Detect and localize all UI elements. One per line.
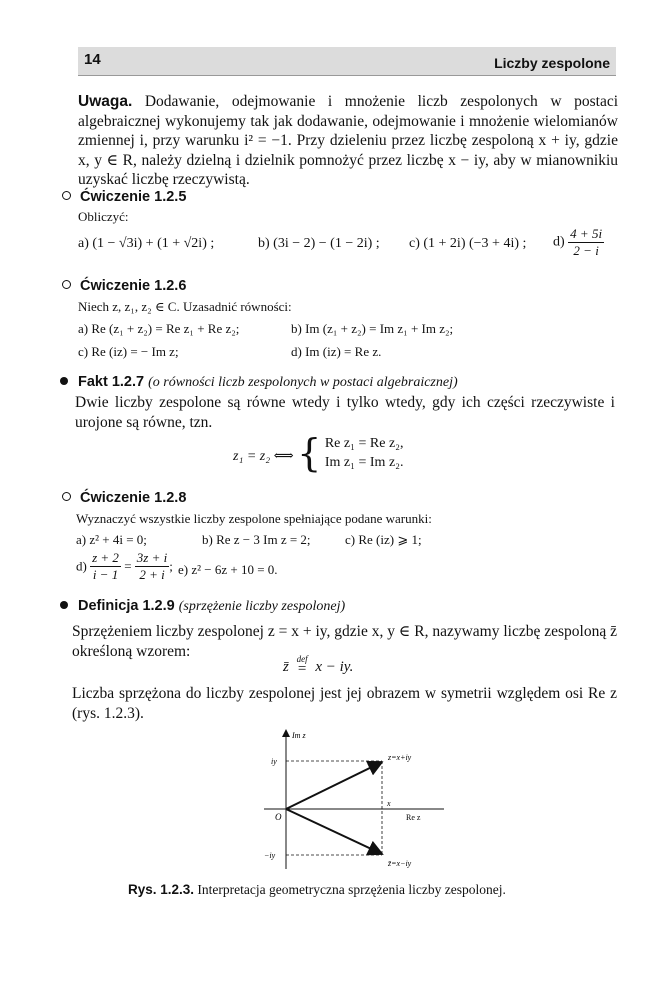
fact-127-text: Dwie liczby zespolone są równe wtedy i tylko wtedy, gdy ich części rzeczywiste i urojone są równe, tzn. (75, 394, 615, 431)
fraction-numerator: 4 + 5i (570, 226, 603, 241)
open-bullet-icon (62, 492, 71, 501)
definition-129-after: Liczba sprzężona do liczby zespolonej jest jej obrazem w symetrii względem osi Re z (rys. 1.2.3). (72, 685, 617, 722)
note-paragraph (78, 92, 618, 190)
open-bullet-icon (62, 280, 71, 289)
fact-127-subtitle: (o równości liczb zespolonych w postaci algebraicznej) (148, 375, 458, 390)
page-number: 14 (84, 51, 101, 68)
definition-129-subtitle: (sprzężenie liczby zespolonej) (178, 599, 346, 614)
filled-bullet-icon (60, 601, 68, 609)
fraction-denominator: 2 − i (573, 243, 599, 258)
fact-127-equation: z₁ = z₂ ⟺ { Re z₁ = Re z₂, Im z₁ = Im z₂. (233, 431, 404, 475)
exercise-126-d: d) Im (iz) = Re z. (291, 344, 382, 359)
exercise-128-d: d) $\frac{z + 2}{i - 1}$ = $\frac{3z + i}{2 + i}$ ; (76, 550, 173, 582)
exercise-128-intro: Wyznaczyć wszystkie liczby zespolone spełniające podane warunki: (76, 511, 432, 526)
figure-caption: Rys. 1.2.3. Interpretacja geometryczna sprzężenia liczby zespolonej. (128, 882, 506, 897)
filled-bullet-icon (60, 377, 68, 385)
label-z-bar: z̄=x−iy (388, 859, 412, 868)
running-title: Liczby zespolone (494, 55, 610, 71)
note-label: Uwaga. (78, 93, 133, 110)
label-neg-iy: −iy (264, 851, 276, 860)
definition-129-title: Definicja 1.2.9 (sprzężenie liczby zespolonej) (60, 598, 345, 615)
exercise-126-a: a) Re (z₁ + z₂) = Re z₁ + Re z₂; (78, 321, 240, 336)
label-re: Re z (406, 813, 421, 822)
conjugate-figure (254, 724, 454, 874)
exercise-125-c: c) (1 + 2i) (−3 + 4i) ; (409, 236, 527, 251)
open-bullet-icon (62, 191, 71, 200)
exercise-125-intro: Obliczyć: (78, 209, 129, 224)
exercise-128-e: e) z² − 6z + 10 = 0. (178, 562, 278, 577)
left-brace: { (297, 431, 322, 475)
exercise-125-title: Ćwiczenie 1.2.5 (62, 189, 186, 205)
label-im: Im z (292, 731, 306, 740)
fact-127-line1: Re z₁ = Re z₂, (324, 436, 404, 451)
vector-z (286, 762, 382, 809)
exercise-128-c: c) Re (iz) ⩾ 1; (345, 532, 422, 547)
running-header (78, 47, 616, 76)
exercise-128-a: a) z² + 4i = 0; (76, 532, 147, 547)
exercise-126-b: b) Im (z₁ + z₂) = Im z₁ + Im z₂; (291, 321, 454, 336)
label-x: x (387, 799, 391, 808)
label-iy: iy (271, 757, 277, 766)
vector-z-bar (286, 809, 382, 854)
exercise-128-title: Ćwiczenie 1.2.8 (62, 490, 186, 506)
label-z: z=x+iy (388, 753, 412, 762)
exercise-126-intro: Niech z, z₁, z₂ ∈ C. Uzasadnić równości: (78, 299, 292, 314)
definition-129-text: Sprzężeniem liczby zespolonej z = x + iy, gdzie x, y ∈ R, nazywamy liczbę zespoloną z̄ określoną wzorem: (72, 623, 617, 660)
exercise-125-b: b) (3i − 2) − (1 − 2i) ; (258, 236, 380, 251)
exercise-126-title: Ćwiczenie 1.2.6 (62, 278, 186, 294)
label-origin: O (275, 812, 282, 822)
exercise-125-a: a) (1 − √3i) + (1 + √2i) ; (78, 236, 215, 251)
fact-127-title: Fakt 1.2.7 (o równości liczb zespolonych w postaci algebraicznej) (60, 374, 458, 391)
definition-129-formula: z̄ def = x − iy. (283, 654, 354, 677)
exercise-128-b: b) Re z − 3 Im z = 2; (202, 532, 311, 547)
exercise-125-d: d) $\frac{4 + 5i}{2 - i}$ (553, 226, 603, 258)
exercise-126-c: c) Re (iz) = − Im z; (78, 344, 179, 359)
fact-127-line2: Im z₁ = Im z₂. (324, 455, 404, 470)
note-text: Dodawanie, odejmowanie i mnożenie liczb zespolonych w postaci algebraicznej wykonujemy tak jak dodawanie, odejmowanie i mnożenie wielomianów zmiennej i, przy warunku i² = −1. Przy dzieleniu przez liczbę zespoloną x + iy, gdzie x, y ∈ R, należy dzielną i dzielnik pomnożyć przez liczbę x − iy, aby w mianownikiu uzyskać liczbę rzeczywistą. (78, 93, 619, 188)
